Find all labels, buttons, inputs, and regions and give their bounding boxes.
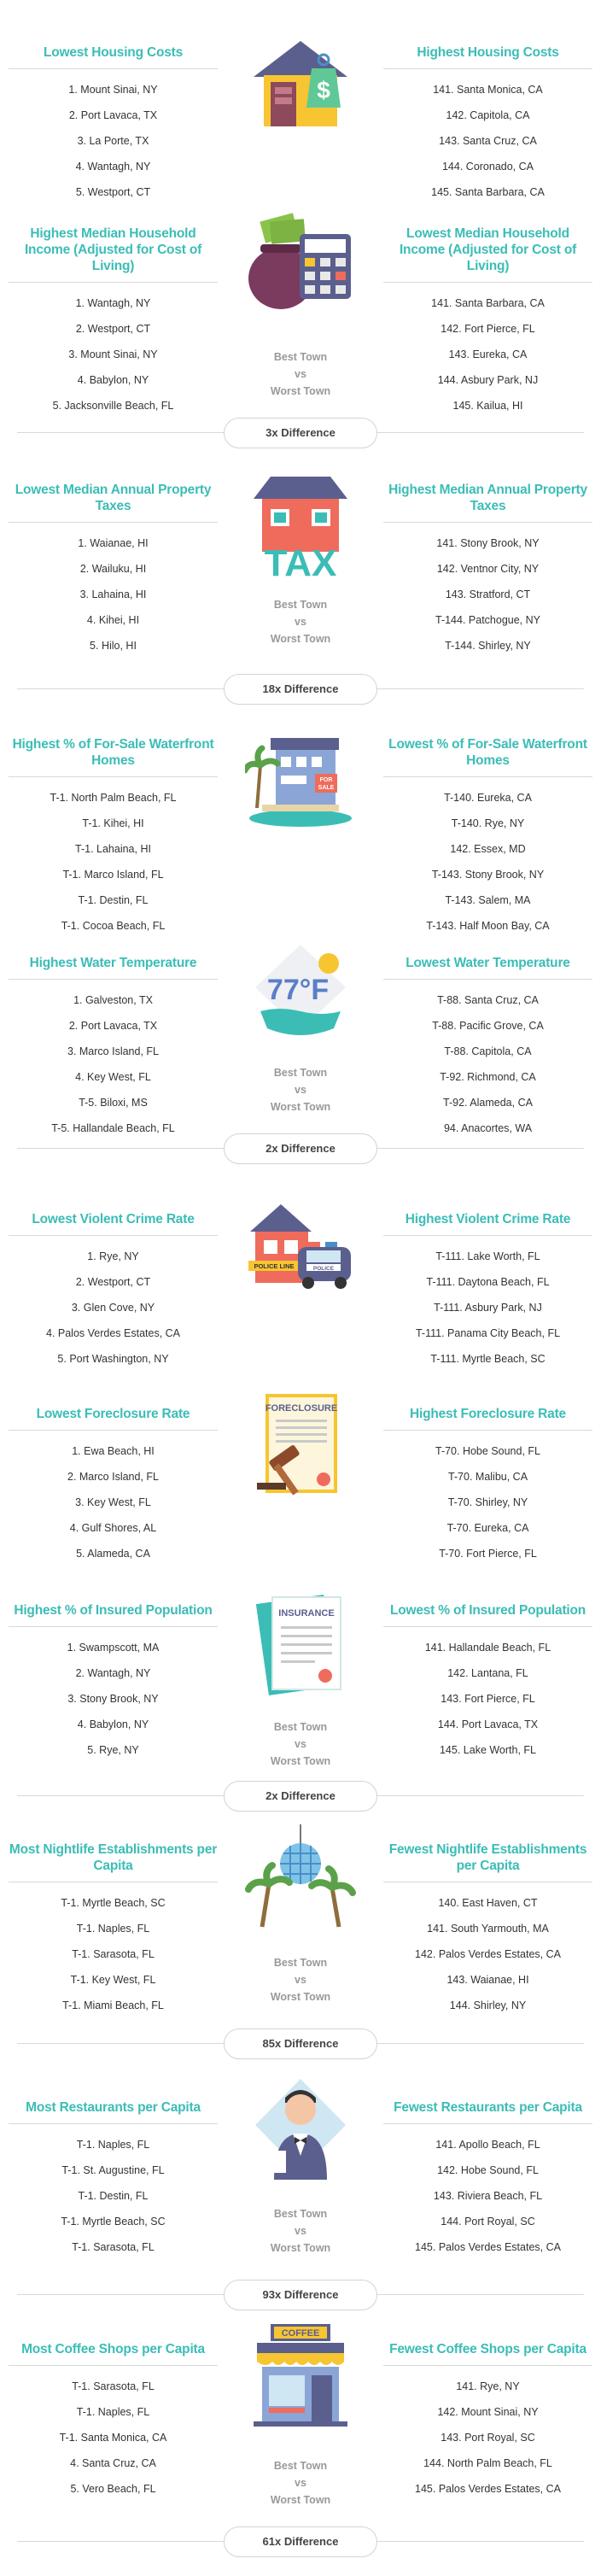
list-item: 144. Asbury Park, NJ: [437, 374, 539, 386]
list-item: 141. Santa Barbara, CA: [431, 297, 545, 309]
right-column: [383, 2341, 592, 2502]
right-column: [383, 736, 592, 939]
list-item: T-143. Salem, MA: [445, 894, 531, 906]
divider: [9, 979, 218, 980]
center-block: [224, 212, 377, 400]
left-list: [9, 785, 218, 939]
list-item: T-143. Half Moon Bay, CA: [426, 920, 550, 932]
list-item: T-111. Panama City Beach, FL: [415, 1327, 561, 1339]
difference-badge: 85x Difference: [224, 2029, 377, 2059]
right-list: [383, 785, 592, 939]
difference-row: [0, 1781, 601, 1812]
list-item: 142. Essex, MD: [450, 843, 526, 855]
divider: [9, 1235, 218, 1236]
divider: [383, 1235, 592, 1236]
right-title: Lowest % of Insured Population: [389, 1603, 586, 1618]
list-item: 4. Babylon, NY: [77, 1718, 149, 1730]
left-title: Lowest Violent Crime Rate: [32, 1212, 195, 1227]
list-item: 144. Coronado, CA: [441, 161, 534, 173]
list-item: T-111. Lake Worth, FL: [435, 1250, 540, 1262]
list-item: T-70. Eureka, CA: [446, 1522, 529, 1534]
right-title: Highest Housing Costs: [417, 45, 559, 60]
vs-label: vs: [295, 2225, 306, 2237]
list-item: 142. Fort Pierce, FL: [441, 323, 535, 335]
divider: [383, 522, 592, 523]
foreclosure-gavel-icon: [245, 1390, 356, 1502]
right-column: [383, 225, 592, 419]
list-item: 5. Westport, CT: [75, 186, 151, 198]
list-item: T-1. Myrtle Beach, SC: [61, 2216, 166, 2228]
list-item: 144. North Palm Beach, FL: [423, 2457, 552, 2469]
list-item: 2. Wantagh, NY: [75, 1667, 151, 1679]
list-item: T-1. Naples, FL: [76, 2406, 150, 2418]
difference-badge: 61x Difference: [224, 2526, 377, 2557]
best-vs-worst: [224, 2457, 377, 2509]
center-block: [224, 2322, 377, 2509]
list-item: 3. Stony Brook, NY: [67, 1693, 159, 1705]
best-vs-worst: [224, 1954, 377, 2005]
difference-row: [0, 674, 601, 705]
list-item: T-5. Biloxi, MS: [79, 1097, 148, 1109]
list-item: T-1. St. Augustine, FL: [61, 2164, 165, 2176]
list-item: 2. Port Lavaca, TX: [68, 109, 158, 121]
list-item: 1. Wantagh, NY: [75, 297, 151, 309]
left-title: Highest Median Household Income (Adjusted for Cost of Living): [24, 226, 202, 273]
list-item: 143. Fort Pierce, FL: [441, 1693, 535, 1705]
left-column: [9, 736, 218, 939]
left-title: Highest % of For-Sale Waterfront Homes: [12, 737, 214, 768]
list-item: 1. Ewa Beach, HI: [72, 1445, 155, 1457]
divider: [383, 282, 592, 283]
list-item: 141. South Yarmouth, MA: [427, 1923, 549, 1935]
best-town-label: Best Town: [273, 351, 328, 363]
right-list: [383, 1438, 592, 1566]
list-item: 2. Wailuku, HI: [79, 563, 147, 575]
coffee-shop-icon: [245, 2322, 356, 2433]
best-town-label: Best Town: [273, 599, 328, 611]
disco-ball-palm-trees-icon: [245, 1824, 356, 1935]
list-item: T-140. Eureka, CA: [444, 792, 532, 804]
right-list: [383, 530, 592, 659]
left-column: [9, 2341, 218, 2502]
list-item: T-88. Pacific Grove, CA: [432, 1020, 544, 1032]
list-item: 143. Riviera Beach, FL: [433, 2190, 543, 2202]
center-block: [224, 1390, 377, 1502]
police-car-house-icon: [245, 1194, 356, 1305]
left-list: [9, 1890, 218, 2018]
left-list: [9, 1438, 218, 1566]
list-item: 145. Palos Verdes Estates, CA: [415, 2241, 561, 2253]
center-block: [224, 1590, 377, 1770]
divider: [383, 2365, 592, 2366]
list-item: 5. Rye, NY: [87, 1744, 139, 1756]
list-item: 143. Port Royal, SC: [441, 2432, 535, 2444]
worst-town-label: Worst Town: [270, 385, 331, 397]
worst-town-label: Worst Town: [270, 1101, 331, 1113]
left-title: Most Coffee Shops per Capita: [21, 2342, 205, 2356]
list-item: T-144. Shirley, NY: [445, 640, 531, 652]
list-item: T-111. Myrtle Beach, SC: [430, 1353, 546, 1365]
vs-label: vs: [295, 1084, 306, 1096]
left-title: Most Nightlife Establishments per Capita: [9, 1842, 218, 1873]
divider: [9, 1430, 218, 1431]
list-item: 1. Mount Sinai, NY: [68, 84, 158, 96]
divider: [9, 282, 218, 283]
list-item: 4. Kihei, HI: [86, 614, 140, 626]
best-town-label: Best Town: [273, 2460, 328, 2472]
divider: [383, 776, 592, 777]
worst-town-label: Worst Town: [270, 633, 331, 645]
list-item: T-1. North Palm Beach, FL: [50, 792, 177, 804]
list-item: 141. Hallandale Beach, FL: [424, 1642, 551, 1654]
list-item: 143. Santa Cruz, CA: [439, 135, 537, 147]
list-item: 5. Vero Beach, FL: [70, 2483, 156, 2495]
center-block: [224, 2074, 377, 2257]
list-item: 4. Santa Cruz, CA: [70, 2457, 156, 2469]
list-item: T-70. Shirley, NY: [447, 1496, 528, 1508]
divider: [9, 2123, 218, 2124]
left-title: Highest Water Temperature: [29, 956, 197, 970]
worst-town-label: Worst Town: [270, 2494, 331, 2506]
worst-town-label: Worst Town: [270, 1991, 331, 2003]
tax-text: TAX: [264, 542, 337, 581]
list-item: 142. Hobe Sound, FL: [437, 2164, 539, 2176]
list-item: 2. Marco Island, FL: [67, 1471, 159, 1483]
list-item: 5. Hilo, HI: [90, 640, 137, 652]
difference-row: [0, 418, 601, 448]
right-title: Fewest Coffee Shops per Capita: [389, 2342, 586, 2356]
money-bag-calculator-icon: [245, 212, 356, 319]
list-item: 141. Santa Monica, CA: [433, 84, 543, 96]
police-text: POLICE: [312, 1266, 335, 1272]
house-price-tag-icon: [245, 26, 356, 137]
list-item: 4. Gulf Shores, AL: [69, 1522, 157, 1534]
list-item: T-70. Fort Pierce, FL: [439, 1548, 537, 1560]
list-item: 4. Palos Verdes Estates, CA: [45, 1327, 181, 1339]
left-column: [9, 1406, 218, 1566]
waiter-icon: [245, 2074, 356, 2185]
best-vs-worst: [224, 348, 377, 400]
left-column: [9, 482, 218, 659]
best-vs-worst: [224, 1718, 377, 1770]
list-item: 1. Rye, NY: [87, 1250, 139, 1262]
divider: [383, 2123, 592, 2124]
right-column: [383, 1841, 592, 2018]
list-item: 143. Stratford, CT: [445, 588, 531, 600]
left-title: Highest % of Insured Population: [14, 1603, 213, 1618]
list-item: 144. Port Royal, SC: [441, 2216, 535, 2228]
list-item: 145. Palos Verdes Estates, CA: [415, 2483, 561, 2495]
list-item: 142. Palos Verdes Estates, CA: [415, 1948, 561, 1960]
list-item: 142. Capitola, CA: [446, 109, 530, 121]
left-list: [9, 290, 218, 419]
list-item: 5. Jacksonville Beach, FL: [52, 400, 174, 412]
vs-label: vs: [295, 1974, 306, 1986]
list-item: 142. Lantana, FL: [447, 1667, 528, 1679]
foreclosure-text: FORECLOSURE: [265, 1403, 338, 1414]
left-list: [9, 1244, 218, 1372]
right-column: [383, 2099, 592, 2260]
right-title: Lowest Median Household Income (Adjusted for Cost of Living): [399, 226, 577, 273]
center-block: [224, 26, 377, 137]
center-block: [224, 470, 377, 647]
list-item: T-88. Capitola, CA: [444, 1045, 532, 1057]
list-item: 2. Port Lavaca, TX: [68, 1020, 158, 1032]
center-block: [224, 1194, 377, 1305]
best-town-label: Best Town: [273, 2208, 328, 2220]
best-town-label: Best Town: [273, 1721, 328, 1733]
left-column: [9, 1841, 218, 2018]
center-block: [224, 723, 377, 834]
divider: [9, 2365, 218, 2366]
left-title: Lowest Housing Costs: [43, 45, 184, 60]
list-item: T-92. Richmond, CA: [440, 1071, 536, 1083]
left-list: [9, 2374, 218, 2502]
list-item: T-143. Stony Brook, NY: [431, 869, 545, 881]
difference-badge: 2x Difference: [224, 1781, 377, 1812]
list-item: 143. Waianae, HI: [446, 1974, 529, 1986]
temperature-text: 77°F: [266, 974, 330, 1006]
list-item: T-1. Sarasota, FL: [72, 1948, 155, 1960]
list-item: T-1. Sarasota, FL: [72, 2241, 155, 2253]
right-column: [383, 1406, 592, 1566]
right-list: [383, 1635, 592, 1763]
list-item: T-144. Patchogue, NY: [435, 614, 540, 626]
divider: [9, 776, 218, 777]
list-item: 143. Eureka, CA: [448, 348, 528, 360]
right-title: Fewest Restaurants per Capita: [394, 2100, 582, 2115]
insurance-text: INSURANCE: [278, 1608, 335, 1619]
list-item: T-111. Daytona Beach, FL: [426, 1276, 550, 1288]
vs-label: vs: [295, 616, 306, 628]
list-item: 3. Glen Cove, NY: [71, 1302, 155, 1314]
right-list: [383, 1890, 592, 2018]
list-item: T-1. Naples, FL: [76, 2139, 150, 2151]
right-list: [383, 77, 592, 205]
list-item: 2. Westport, CT: [75, 1276, 151, 1288]
right-list: [383, 2374, 592, 2502]
insurance-document-icon: [245, 1590, 356, 1701]
left-list: [9, 2132, 218, 2260]
divider: [383, 979, 592, 980]
list-item: T-1. Lahaina, HI: [75, 843, 151, 855]
center-block: [224, 940, 377, 1115]
right-title: Highest Median Annual Property Taxes: [388, 483, 587, 513]
list-item: 145. Santa Barbara, CA: [431, 186, 545, 198]
list-item: 141. Stony Brook, NY: [436, 537, 540, 549]
left-list: [9, 530, 218, 659]
right-title: Fewest Nightlife Establishments per Capita: [388, 1842, 587, 1873]
right-column: [383, 482, 592, 659]
left-title: Lowest Median Annual Property Taxes: [15, 483, 212, 513]
list-item: T-1. Destin, FL: [78, 894, 149, 906]
right-column: [383, 1211, 592, 1372]
list-item: T-1. Kihei, HI: [82, 817, 144, 829]
list-item: 4. Key West, FL: [75, 1071, 151, 1083]
list-item: 142. Ventnor City, NY: [436, 563, 540, 575]
list-item: 140. East Haven, CT: [438, 1897, 538, 1909]
right-title: Lowest Water Temperature: [406, 956, 570, 970]
divider: [383, 1430, 592, 1431]
list-item: T-1. Sarasota, FL: [72, 2380, 155, 2392]
list-item: 142. Mount Sinai, NY: [437, 2406, 539, 2418]
list-item: T-1. Miami Beach, FL: [62, 1999, 164, 2011]
list-item: T-92. Alameda, CA: [443, 1097, 533, 1109]
list-item: 5. Alameda, CA: [76, 1548, 150, 1560]
left-column: [9, 225, 218, 419]
list-item: 145. Lake Worth, FL: [439, 1744, 537, 1756]
left-list: [9, 77, 218, 205]
worst-town-label: Worst Town: [270, 2242, 331, 2254]
list-item: 1. Swampscott, MA: [67, 1642, 160, 1654]
difference-badge: 93x Difference: [224, 2280, 377, 2310]
svg-text:$: $: [317, 77, 330, 103]
right-title: Highest Foreclosure Rate: [410, 1407, 566, 1421]
best-town-label: Best Town: [273, 1957, 328, 1969]
list-item: 1. Galveston, TX: [73, 994, 153, 1006]
right-list: [383, 987, 592, 1141]
difference-badge: 2x Difference: [224, 1133, 377, 1164]
list-item: 141. Apollo Beach, FL: [435, 2139, 540, 2151]
list-item: 3. La Porte, TX: [77, 135, 149, 147]
difference-row: [0, 2280, 601, 2310]
vs-label: vs: [295, 1738, 306, 1750]
svg-text:SALE: SALE: [318, 785, 335, 791]
best-town-label: Best Town: [273, 1067, 328, 1079]
list-item: T-111. Asbury Park, NJ: [434, 1302, 542, 1314]
left-column: [9, 2099, 218, 2260]
coffee-text: COFFEE: [281, 2328, 320, 2339]
list-item: T-70. Hobe Sound, FL: [435, 1445, 540, 1457]
divider: [9, 68, 218, 69]
divider: [383, 1626, 592, 1627]
list-item: 141. Rye, NY: [456, 2380, 520, 2392]
waterfront-house-for-sale-icon: [245, 723, 356, 834]
left-column: [9, 955, 218, 1141]
list-item: 4. Wantagh, NY: [75, 161, 151, 173]
left-list: [9, 987, 218, 1141]
list-item: T-1. Cocoa Beach, FL: [61, 920, 166, 932]
water-temperature-icon: [245, 940, 356, 1051]
list-item: T-1. Naples, FL: [76, 1923, 150, 1935]
list-item: T-1. Key West, FL: [70, 1974, 156, 1986]
difference-badge: 3x Difference: [224, 418, 377, 448]
left-title: Most Restaurants per Capita: [26, 2100, 201, 2115]
left-column: [9, 1602, 218, 1763]
difference-row: [0, 2526, 601, 2557]
list-item: 4. Babylon, NY: [77, 374, 149, 386]
right-column: [383, 955, 592, 1141]
list-item: T-1. Santa Monica, CA: [59, 2432, 167, 2444]
left-title: Lowest Foreclosure Rate: [36, 1407, 190, 1421]
divider: [9, 522, 218, 523]
list-item: 3. Lahaina, HI: [79, 588, 147, 600]
list-item: 3. Mount Sinai, NY: [68, 348, 158, 360]
difference-badge: 18x Difference: [224, 674, 377, 705]
list-item: T-140. Rye, NY: [451, 817, 525, 829]
list-item: T-70. Malibu, CA: [447, 1471, 528, 1483]
list-item: 3. Marco Island, FL: [67, 1045, 159, 1057]
list-item: 2. Westport, CT: [75, 323, 151, 335]
best-vs-worst: [224, 2205, 377, 2257]
house-tax-icon: [245, 470, 356, 581]
right-column: [383, 1602, 592, 1763]
list-item: 144. Port Lavaca, TX: [437, 1718, 539, 1730]
right-title: Highest Violent Crime Rate: [405, 1212, 571, 1227]
list-item: T-5. Hallandale Beach, FL: [51, 1122, 175, 1134]
left-list: [9, 1635, 218, 1763]
vs-label: vs: [295, 368, 306, 380]
divider: [383, 68, 592, 69]
vs-label: vs: [295, 2477, 306, 2489]
right-list: [383, 2132, 592, 2260]
list-item: T-1. Myrtle Beach, SC: [61, 1897, 166, 1909]
list-item: T-88. Santa Cruz, CA: [437, 994, 539, 1006]
divider: [9, 1626, 218, 1627]
svg-text:FOR: FOR: [319, 777, 333, 783]
list-item: 144. Shirley, NY: [449, 1999, 527, 2011]
list-item: 1. Waianae, HI: [78, 537, 149, 549]
right-title: Lowest % of For-Sale Waterfront Homes: [388, 737, 587, 768]
right-list: [383, 290, 592, 419]
center-block: [224, 1824, 377, 2005]
worst-town-label: Worst Town: [270, 1755, 331, 1767]
list-item: T-1. Destin, FL: [78, 2190, 149, 2202]
list-item: 5. Port Washington, NY: [57, 1353, 169, 1365]
list-item: 3. Key West, FL: [75, 1496, 151, 1508]
right-list: [383, 1244, 592, 1372]
left-column: [9, 1211, 218, 1372]
difference-row: [0, 1133, 601, 1164]
police-line-text: POLICE LINE: [254, 1262, 295, 1270]
best-vs-worst: [224, 596, 377, 647]
left-column: [9, 38, 218, 205]
best-vs-worst: [224, 1064, 377, 1115]
list-item: 145. Kailua, HI: [452, 400, 523, 412]
difference-row: [0, 2029, 601, 2059]
list-item: T-1. Marco Island, FL: [62, 869, 164, 881]
right-column: [383, 38, 592, 205]
list-item: 94. Anacortes, WA: [443, 1122, 533, 1134]
